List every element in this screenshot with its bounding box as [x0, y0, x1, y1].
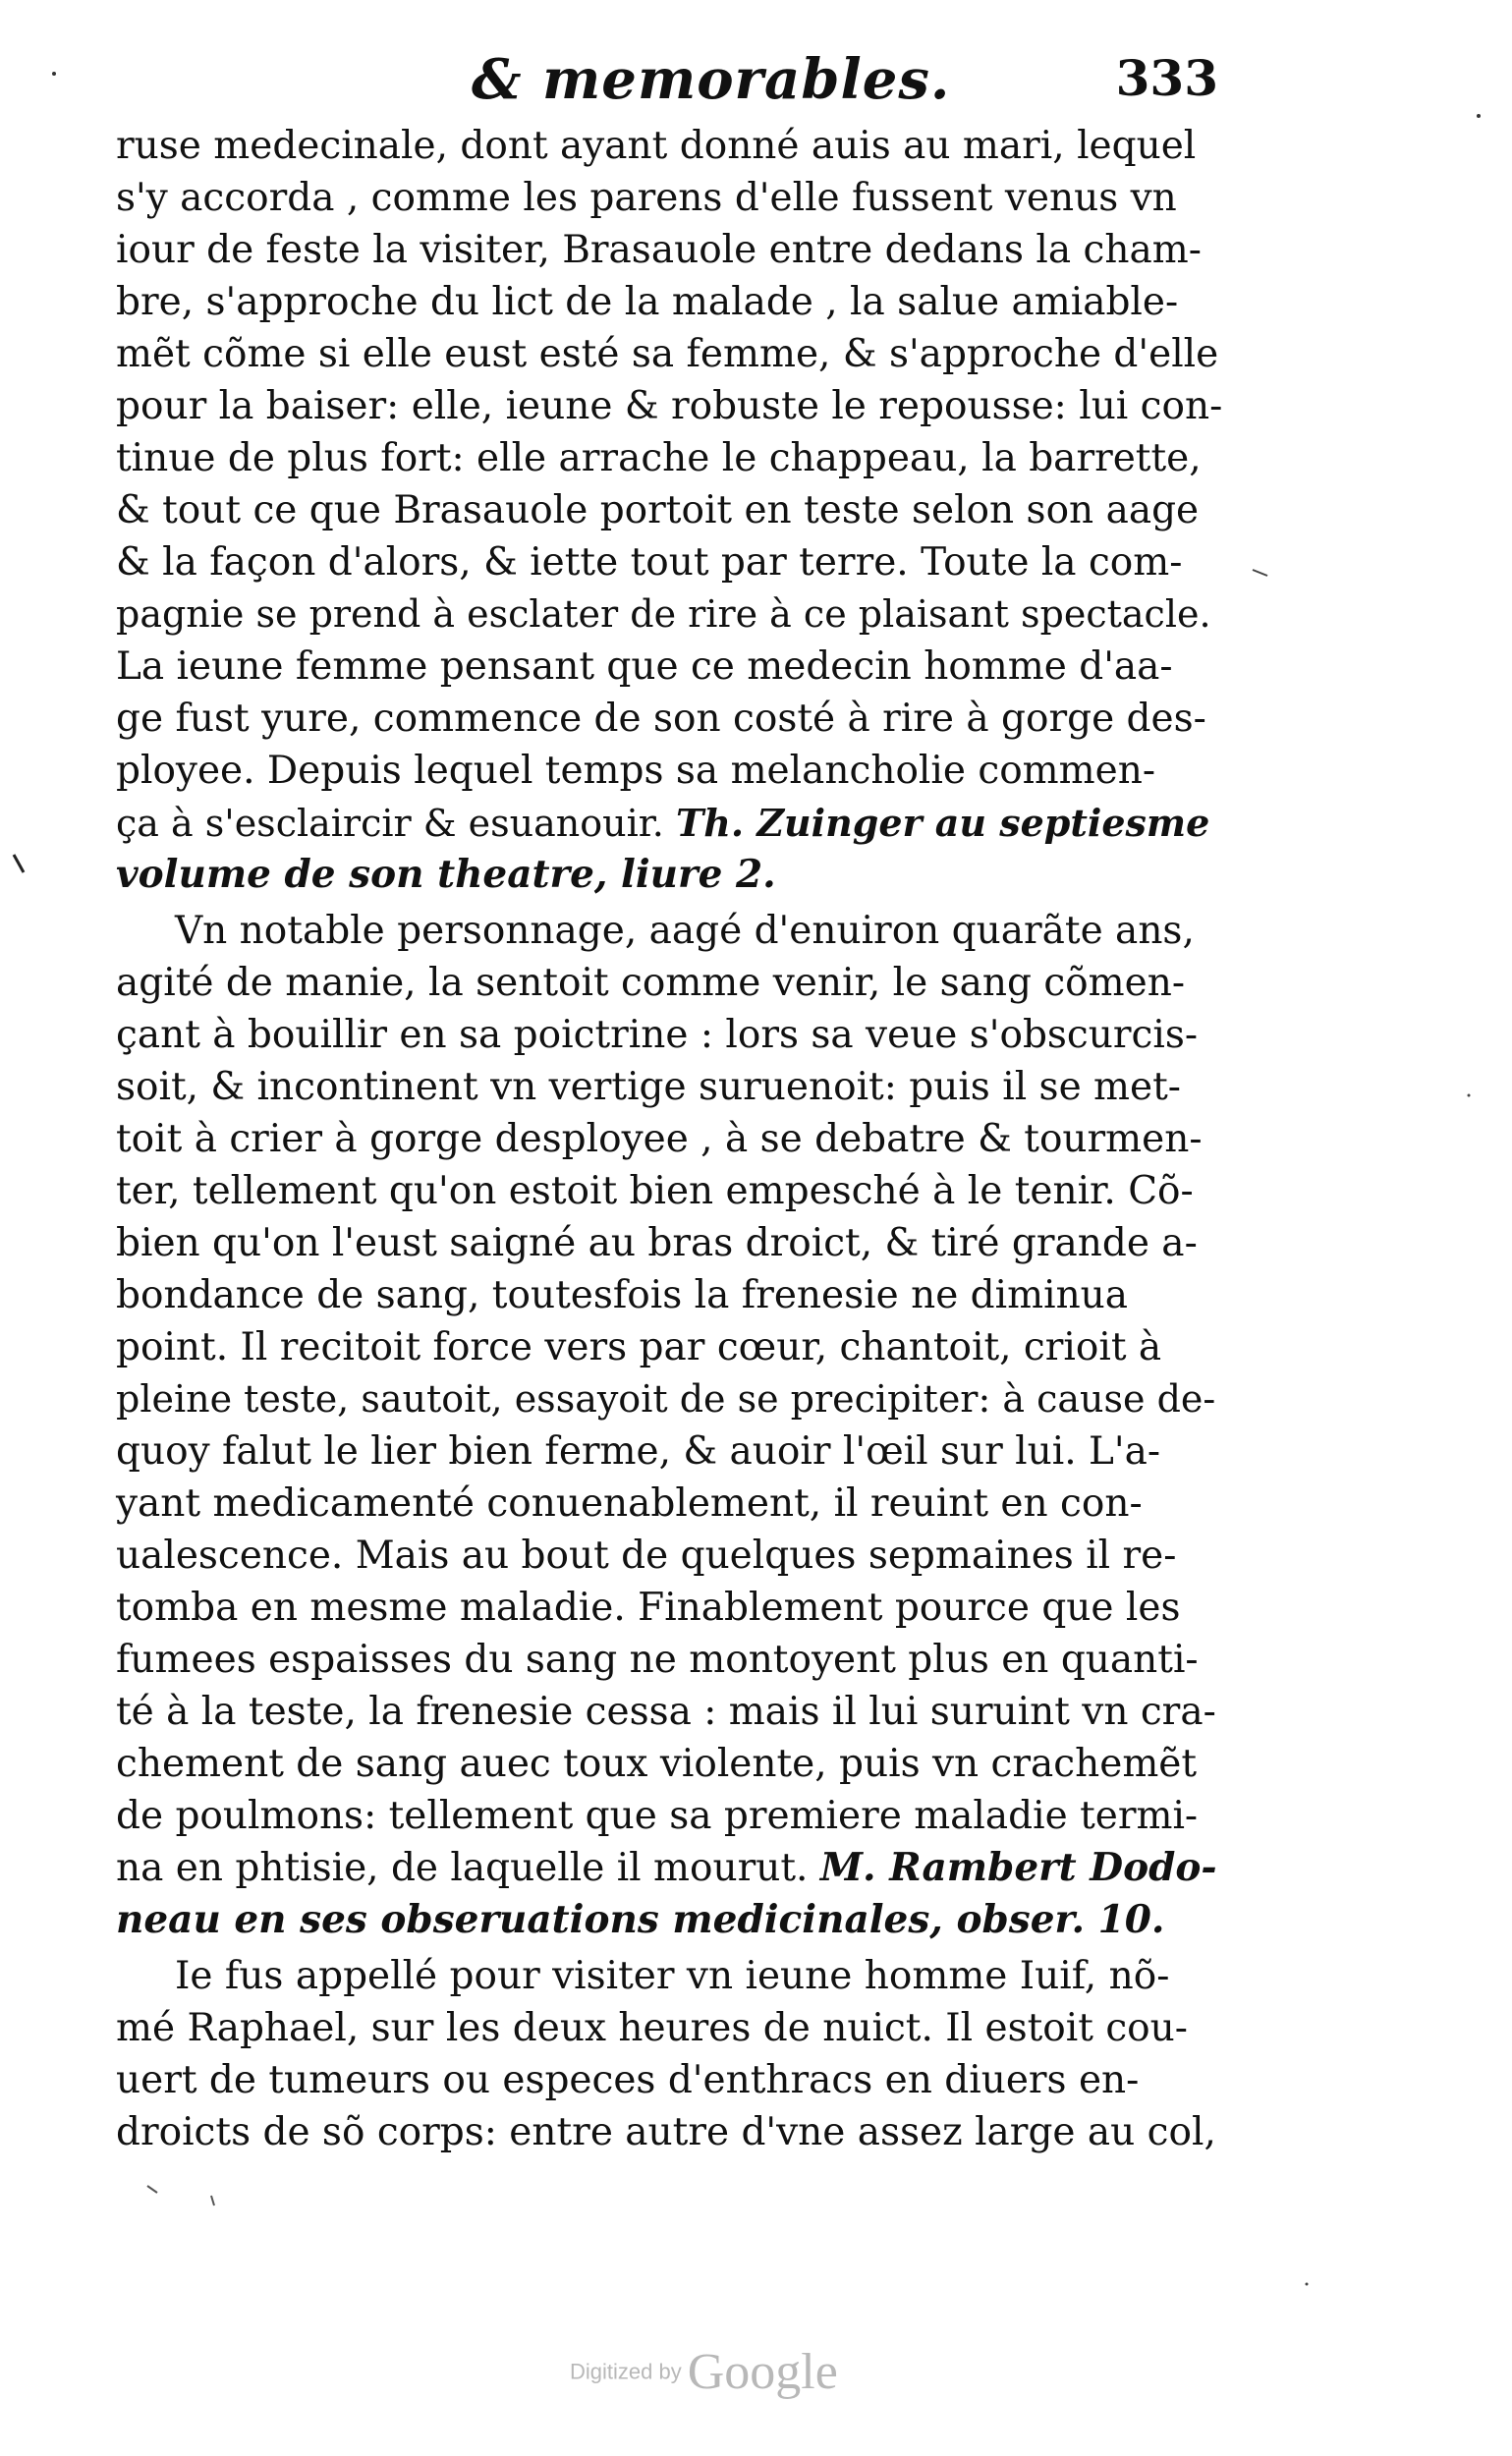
scan-mark — [147, 2186, 157, 2193]
text-line: bondance de sang, toutesfois la frenesie ne diminua — [116, 1273, 1129, 1317]
text-line-with-citation — [116, 797, 1226, 849]
text-line: de poulmons: tellement que sa premiere maladie termi- — [116, 1794, 1199, 1838]
digitized-by-label: Digitized by — [570, 2359, 682, 2384]
text-block — [116, 120, 1226, 2158]
text-line: agité de manie, la sentoit comme venir, le sang cõmen- — [116, 961, 1186, 1005]
text-line: bien qu'on l'eust saigné au bras droict, & tiré grande a- — [116, 1221, 1198, 1265]
google-logo: Google — [687, 2344, 838, 2400]
text-segment: na en phtisie, de laquelle il mourut. — [116, 1846, 809, 1890]
text-line: ruse medecinale, dont ayant donné auis au mari, lequel — [116, 124, 1197, 168]
scan-speck — [1477, 114, 1481, 118]
citation: M. Rambert Dodo- — [819, 1845, 1217, 1890]
paragraph-2 — [116, 905, 1226, 1946]
text-line: ployee. Depuis lequel temps sa melancholie commen- — [116, 749, 1156, 793]
paragraph-3 — [116, 1950, 1226, 2158]
page-header — [118, 47, 1218, 116]
text-line: pleine teste, sautoit, essayoit de se precipiter: à cause de- — [116, 1377, 1216, 1421]
text-line: chement de sang auec toux violente, puis vn crachemẽt — [116, 1742, 1198, 1786]
text-line: fumees espaisses du sang ne montoyent plus en quanti- — [116, 1638, 1199, 1682]
text-line: iour de feste la visiter, Brasauole entre dedans la cham- — [116, 228, 1202, 272]
running-title: & memorables. — [472, 47, 951, 112]
text-line: çant à bouillir en sa poictrine : lors sa veue s'obscurcis- — [116, 1013, 1199, 1057]
text-line: té à la teste, la frenesie cessa : mais il lui suruint vn cra- — [116, 1690, 1216, 1734]
scan-mark — [14, 855, 24, 872]
text-line-with-citation — [116, 1842, 1226, 1894]
text-line: tomba en mesme maladie. Finablement pource que les — [116, 1586, 1181, 1630]
text-line: tinue de plus fort: elle arrache le chappeau, la barrette, — [116, 436, 1202, 480]
text-line: ge fust yure, commence de son costé à rire à gorge des- — [116, 697, 1206, 741]
text-line: ualescence. Mais au bout de quelques sepmaines il re- — [116, 1534, 1177, 1578]
paragraph-1 — [116, 120, 1226, 901]
text-line: droicts de sõ corps: entre autre d'vne assez large au col, — [116, 2110, 1216, 2154]
text-line: quoy falut le lier bien ferme, & auoir l'œil sur lui. L'a- — [116, 1429, 1161, 1474]
text-line: La ieune femme pensant que ce medecin homme d'aa- — [116, 644, 1173, 689]
page-number: 333 — [1115, 49, 1218, 107]
text-line: point. Il recitoit force vers par cœur, chantoit, crioit à — [116, 1325, 1162, 1369]
scan-speck — [1468, 1094, 1471, 1097]
text-line: toit à crier à gorge desployee , à se debatre & tourmen- — [116, 1117, 1203, 1161]
text-line: Vn notable personnage, aagé d'enuiron quarãte ans, — [175, 909, 1195, 953]
text-line: soit, & incontinent vn vertige suruenoit: puis il se met- — [116, 1065, 1181, 1109]
scan-mark — [1253, 570, 1267, 576]
text-line: & la façon d'alors, & iette tout par terre. Toute la com- — [116, 540, 1183, 585]
text-line: Ie fus appellé pour visiter vn ieune homme Iuif, nõ- — [175, 1954, 1170, 1998]
text-line: bre, s'approche du lict de la malade , la salue amiable- — [116, 280, 1179, 324]
text-line: mẽt cõme si elle eust esté sa femme, & s'approche d'elle — [116, 332, 1219, 376]
text-segment: ça à s'esclaircir & esuanouir. — [116, 802, 664, 845]
scan-speck — [1306, 2283, 1309, 2286]
scan-mark — [211, 2196, 214, 2205]
text-line: ter, tellement qu'on estoit bien empesché à le tenir. Cõ- — [116, 1169, 1194, 1213]
text-line: uert de tumeurs ou especes d'enthracs en diuers en- — [116, 2058, 1140, 2102]
citation-line: neau en ses obseruations medicinales, obser. 10. — [116, 1897, 1165, 1942]
text-line: & tout ce que Brasauole portoit en teste selon son aage — [116, 488, 1200, 532]
text-line: pagnie se prend à esclater de rire à ce plaisant spectacle. — [116, 592, 1211, 636]
text-line: mé Raphael, sur les deux heures de nuict. Il estoit cou- — [116, 2006, 1188, 2050]
scan-speck — [52, 72, 56, 76]
citation-line: volume de son theatre, liure 2. — [116, 852, 776, 897]
text-line: yant medicamenté conuenablement, il reuint en con- — [116, 1481, 1143, 1526]
citation: Th. Zuinger au septiesme — [675, 801, 1210, 845]
text-line: pour la baiser: elle, ieune & robuste le repousse: lui con- — [116, 384, 1223, 428]
text-line: s'y accorda , comme les parens d'elle fussent venus vn — [116, 176, 1177, 220]
digitized-by-google-watermark — [570, 2343, 943, 2402]
